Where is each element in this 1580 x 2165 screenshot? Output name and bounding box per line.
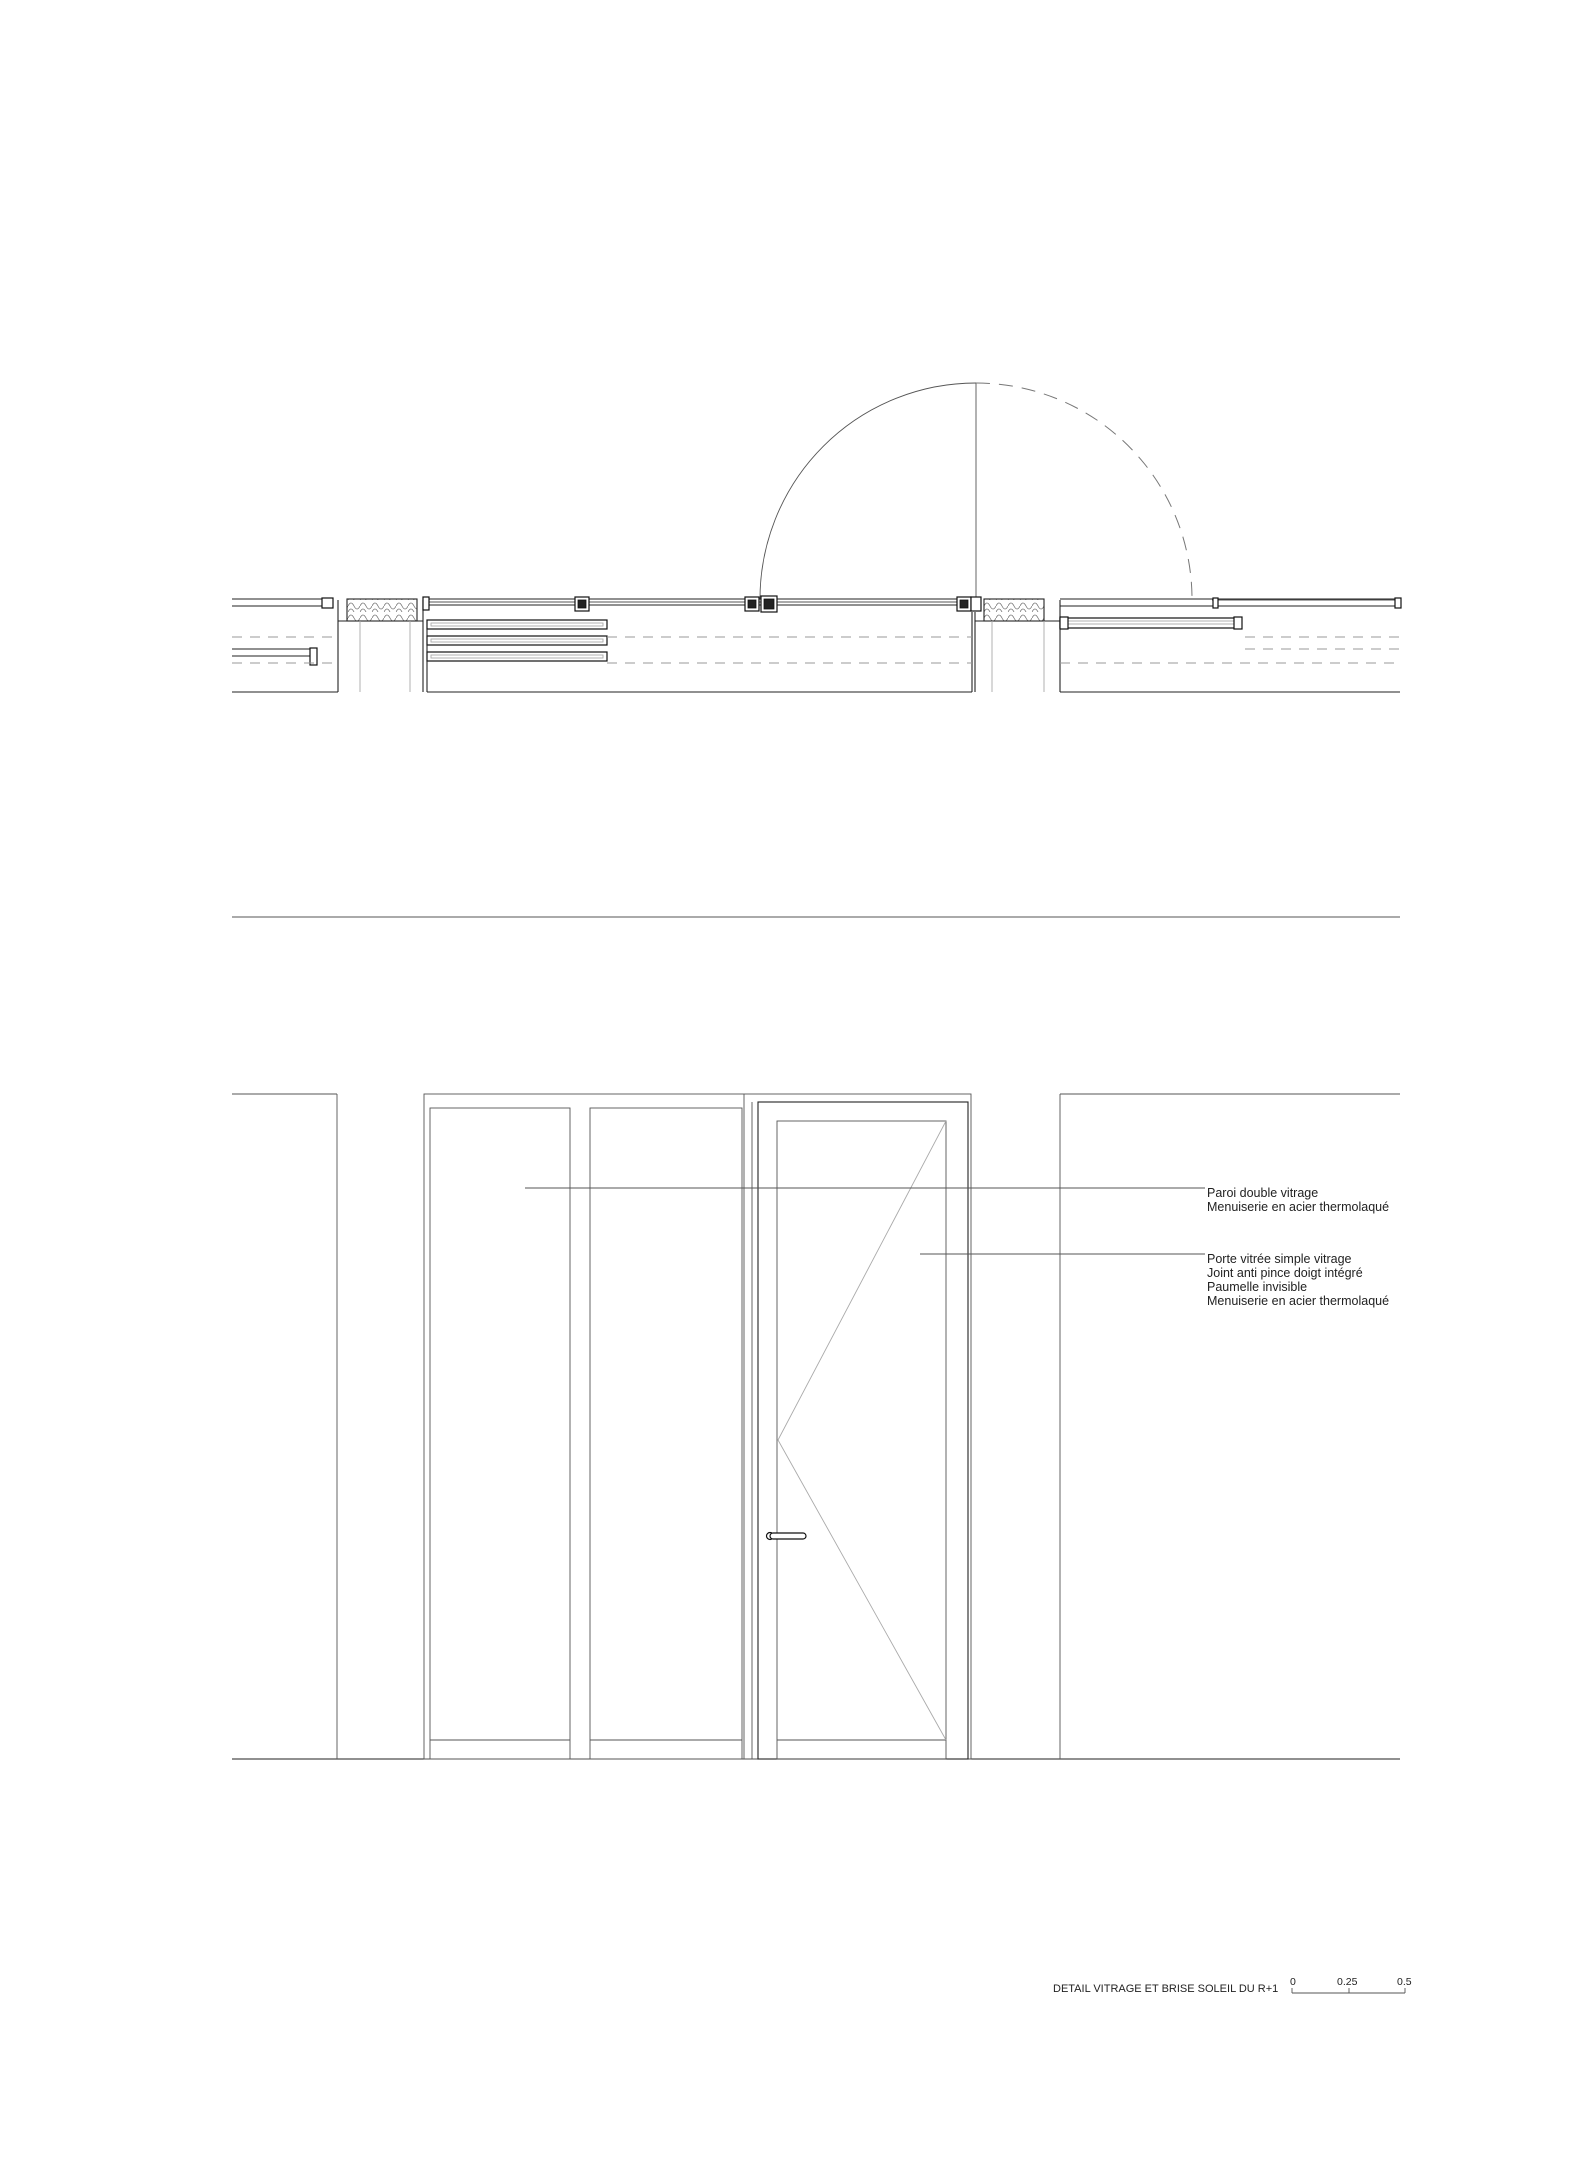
plan-view bbox=[232, 383, 1401, 692]
annotation-door bbox=[1207, 1252, 1389, 1308]
annotation-door-line-1: Porte vitrée simple vitrage bbox=[1207, 1252, 1352, 1266]
scale-tick-05: 0.5 bbox=[1397, 1976, 1412, 1988]
left-glazing-section bbox=[232, 598, 333, 665]
door-opening-indicator bbox=[778, 1121, 946, 1740]
right-pillar bbox=[975, 599, 1060, 692]
annotation-wall bbox=[1207, 1186, 1389, 1214]
door-swing-arc-dashed bbox=[976, 383, 1192, 599]
scale-tick-0: 0 bbox=[1290, 1976, 1296, 1988]
title-block bbox=[1053, 1976, 1412, 1995]
door-swing-arc bbox=[760, 383, 976, 599]
door-leaf bbox=[777, 1121, 946, 1759]
annotation-wall-line-1: Paroi double vitrage bbox=[1207, 1186, 1319, 1200]
scale-tick-025: 0.25 bbox=[1337, 1976, 1358, 1988]
right-glazing-section bbox=[1060, 598, 1401, 629]
drawing-title: DETAIL VITRAGE ET BRISE SOLEIL DU R+1 bbox=[1053, 1983, 1279, 1995]
plan-dashed-lines bbox=[232, 637, 1400, 663]
elevation-view bbox=[232, 1094, 1400, 1759]
annotation-door-line-3: Paumelle invisible bbox=[1207, 1280, 1308, 1294]
scale-bar bbox=[1290, 1976, 1412, 1993]
annotation-door-line-2: Joint anti pince doigt intégré bbox=[1207, 1266, 1363, 1280]
glazing-wall-elevation bbox=[424, 1094, 971, 1759]
glazing-wall-plan bbox=[423, 596, 981, 692]
left-pillar bbox=[338, 599, 423, 692]
door-handle-icon bbox=[767, 1533, 807, 1540]
door-frame bbox=[758, 1102, 968, 1759]
annotation-door-line-4: Menuiserie en acier thermolaqué bbox=[1207, 1294, 1390, 1308]
annotation-wall-line-2: Menuiserie en acier thermolaqué bbox=[1207, 1200, 1390, 1214]
